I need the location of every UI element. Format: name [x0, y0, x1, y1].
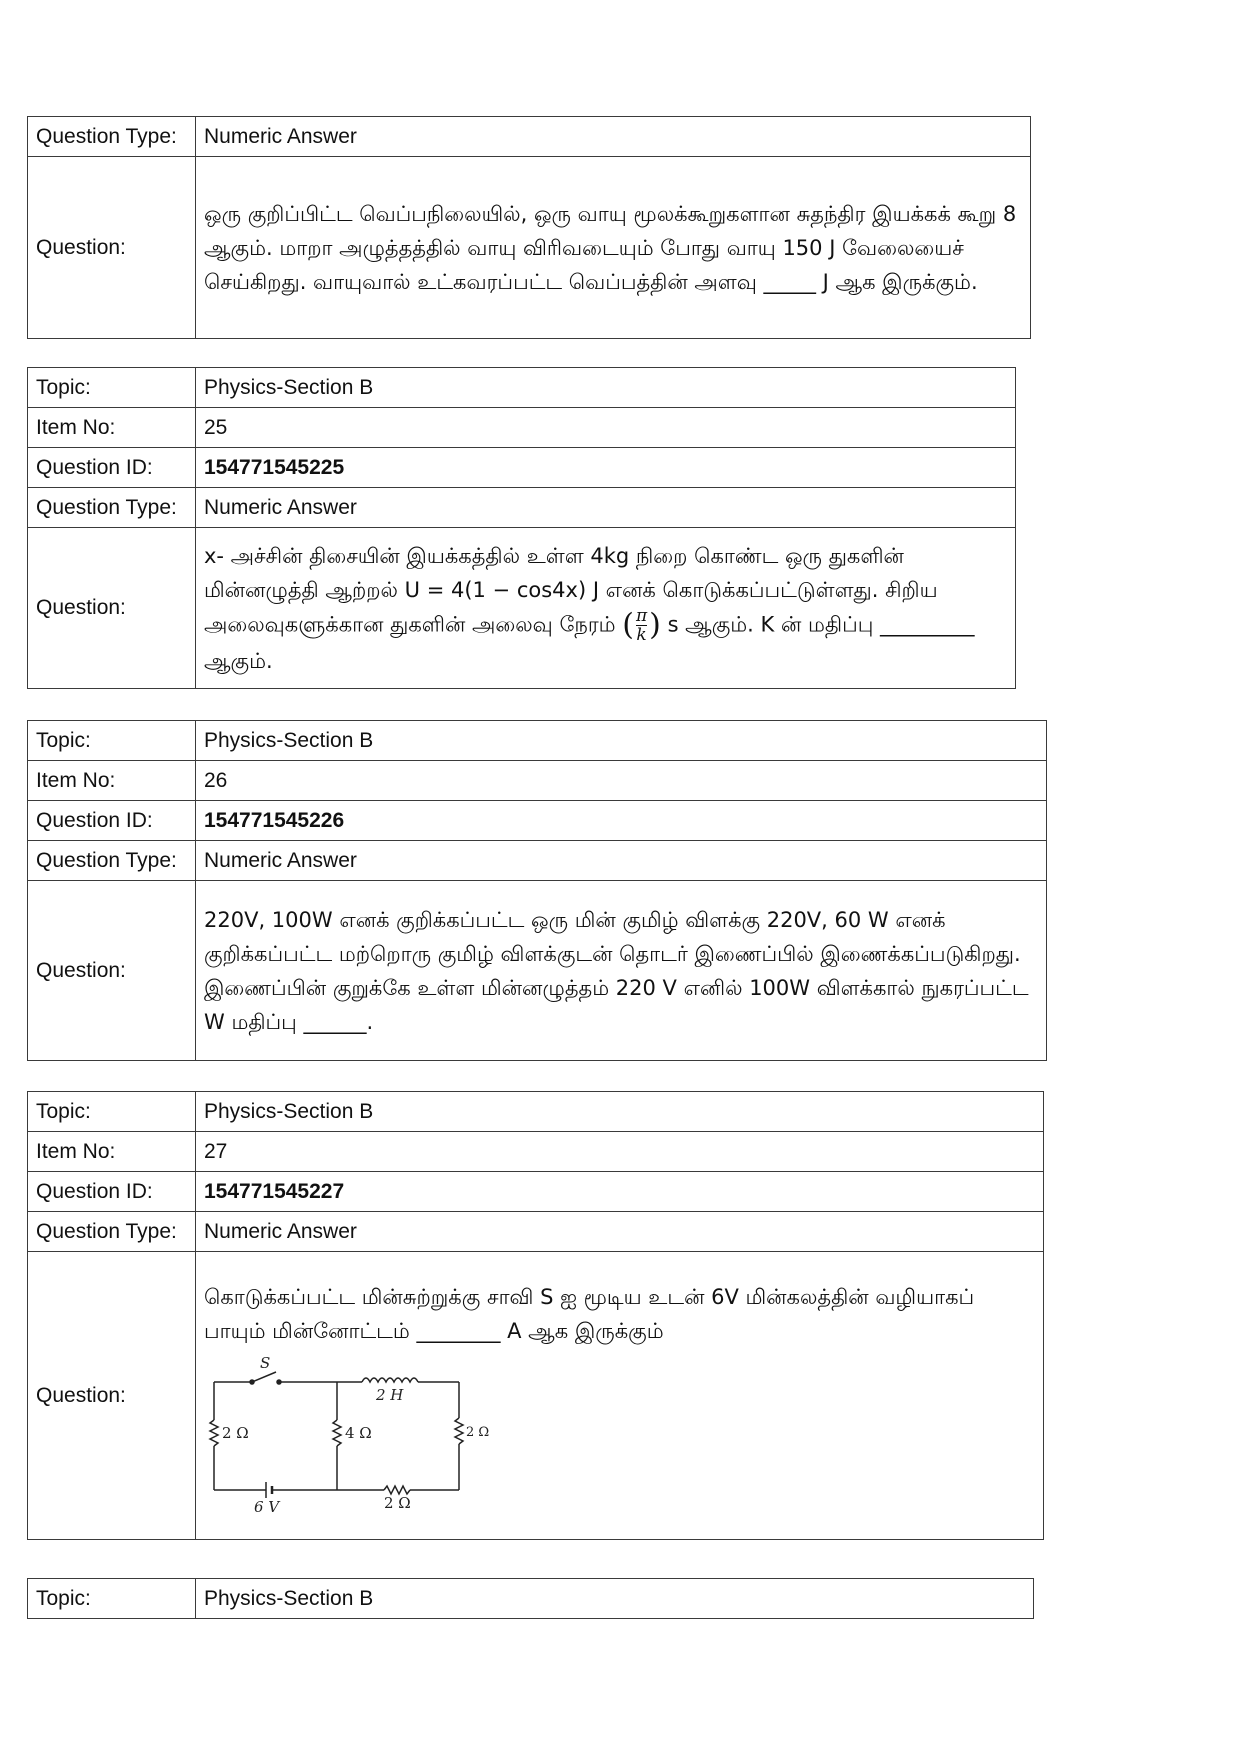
- circuit-diagram: [204, 1352, 490, 1516]
- question-label: Question:: [28, 881, 196, 1061]
- topic-row: [28, 721, 1047, 761]
- topic-label: Topic:: [28, 1579, 196, 1619]
- resistor-middle: [333, 1420, 341, 1446]
- resistor-right: [455, 1418, 463, 1444]
- question-block-26: [27, 720, 1047, 1061]
- question-id-value: 154771545226: [196, 801, 1047, 841]
- question-block-28: [27, 1578, 1034, 1619]
- item-no-label: Item No:: [28, 1132, 196, 1172]
- topic-value: Physics-Section B: [196, 1092, 1044, 1132]
- resistor-left-label: 2 Ω: [222, 1423, 249, 1442]
- topic-value: Physics-Section B: [196, 721, 1047, 761]
- question-label: Question:: [28, 528, 196, 689]
- question-text: [196, 1252, 1044, 1540]
- question-row: [28, 157, 1031, 339]
- inductor-coil: [362, 1378, 418, 1382]
- question-type-value: Numeric Answer: [196, 488, 1016, 528]
- question-type-row: [28, 841, 1047, 881]
- question-text-part2: s ஆகும். K ன் மதிப்பு _________ ஆகும்.: [204, 612, 975, 673]
- switch-label: S: [260, 1353, 271, 1372]
- question-text-body: கொடுக்கப்பட்ட மின்சுற்றுக்கு சாவி S ஐ மூடிய உடன் 6V மின்கலத்தின் வழியாகப் பாயும் மின்னோட்டம் ________ A ஆக இருக்கும்: [204, 1284, 975, 1343]
- question-row: [28, 1252, 1044, 1540]
- question-type-label: Question Type:: [28, 1212, 196, 1252]
- fraction-denominator: k: [636, 624, 647, 645]
- question-type-value: Numeric Answer: [196, 1212, 1044, 1252]
- item-no-row: [28, 761, 1047, 801]
- question-id-row: [28, 801, 1047, 841]
- resistor-middle-label: 4 Ω: [345, 1423, 372, 1442]
- question-row: [28, 528, 1016, 689]
- question-type-value: Numeric Answer: [196, 117, 1031, 157]
- item-no-label: Item No:: [28, 408, 196, 448]
- question-id-value: 154771545227: [196, 1172, 1044, 1212]
- item-no-row: [28, 1132, 1044, 1172]
- question-id-row: [28, 448, 1016, 488]
- topic-value: Physics-Section B: [196, 368, 1016, 408]
- topic-row: [28, 1092, 1044, 1132]
- question-block-24: [27, 116, 1031, 339]
- question-id-value: 154771545225: [196, 448, 1016, 488]
- question-text-part1: x- அச்சின் திசையின் இயக்கத்தில் உள்ள 4kg நிறை கொண்ட ஒரு துகளின் மின்னழுத்தி ஆற்றல் U = 4(1 − cos4x) J எனக் கொடுக்கப்பட்டுள்ளது. சிறிய அலைவுகளுக்கான துகளின் அலைவு நேரம்: [204, 543, 938, 636]
- question-type-value: Numeric Answer: [196, 841, 1047, 881]
- question-type-label: Question Type:: [28, 488, 196, 528]
- resistor-bottom-label: 2 Ω: [384, 1493, 411, 1512]
- item-no-row: [28, 408, 1016, 448]
- topic-label: Topic:: [28, 721, 196, 761]
- question-id-row: [28, 1172, 1044, 1212]
- question-text: ஒரு குறிப்பிட்ட வெப்பநிலையில், ஒரு வாயு மூலக்கூறுகளான சுதந்திர இயக்கக் கூறு 8 ஆகும். மாறா அழுத்தத்தில் வாயு விரிவடையும் போது வாயு 150 J வேலையைச் செய்கிறது. வாயுவால் உட்கவரப்பட்ட வெப்பத்தின் அளவு _____ J ஆக இருக்கும்.: [196, 157, 1031, 339]
- item-no-value: 26: [196, 761, 1047, 801]
- topic-label: Topic:: [28, 368, 196, 408]
- resistor-bottom: [384, 1486, 410, 1494]
- fraction-numerator: π: [635, 605, 648, 626]
- resistor-left: [210, 1420, 218, 1446]
- question-id-label: Question ID:: [28, 1172, 196, 1212]
- question-type-label: Question Type:: [28, 117, 196, 157]
- question-id-label: Question ID:: [28, 801, 196, 841]
- question-type-row: [28, 117, 1031, 157]
- question-label: Question:: [28, 1252, 196, 1540]
- question-text: x- அச்சின் திசையின் இயக்கத்தில் உள்ள 4kg நிறை கொண்ட ஒரு துகளின் மின்னழுத்தி ஆற்றல் U = 4(1 − cos4x) J எனக் கொடுக்கப்பட்டுள்ளது. சிறிய அலைவுகளுக்கான துகளின் அலைவு நேரம் ( $\frac{\pi}{k}$ ) s ஆகும். K ன் மதிப்பு _________ ஆகும்.: [196, 528, 1016, 689]
- question-block-25: [27, 367, 1016, 689]
- switch-icon: [252, 1372, 276, 1382]
- question-label: Question:: [28, 157, 196, 339]
- battery-label: 6 V: [254, 1497, 280, 1516]
- topic-value: Physics-Section B: [196, 1579, 1034, 1619]
- question-type-row: [28, 488, 1016, 528]
- resistor-right-label: 2 Ω: [466, 1424, 490, 1440]
- topic-row: [28, 368, 1016, 408]
- item-no-value: 25: [196, 408, 1016, 448]
- topic-label: Topic:: [28, 1092, 196, 1132]
- question-block-27: [27, 1091, 1044, 1540]
- inductor-label: 2 H: [376, 1385, 404, 1404]
- topic-row: [28, 1579, 1034, 1619]
- question-type-label: Question Type:: [28, 841, 196, 881]
- period-fraction: [636, 607, 647, 644]
- item-no-value: 27: [196, 1132, 1044, 1172]
- question-type-row: [28, 1212, 1044, 1252]
- question-text: 220V, 100W எனக் குறிக்கப்பட்ட ஒரு மின் குமிழ் விளக்கு 220V, 60 W எனக் குறிக்கப்பட்ட மற்றொரு குமிழ் விளக்குடன் தொடர் இணைப்பில் இணைக்கப்படுகிறது. இணைப்பின் குறுக்கே உள்ள மின்னழுத்தம் 220 V எனில் 100W விளக்கால் நுகரப்பட்ட W மதிப்பு ______.: [196, 881, 1047, 1061]
- question-id-label: Question ID:: [28, 448, 196, 488]
- item-no-label: Item No:: [28, 761, 196, 801]
- question-row: [28, 881, 1047, 1061]
